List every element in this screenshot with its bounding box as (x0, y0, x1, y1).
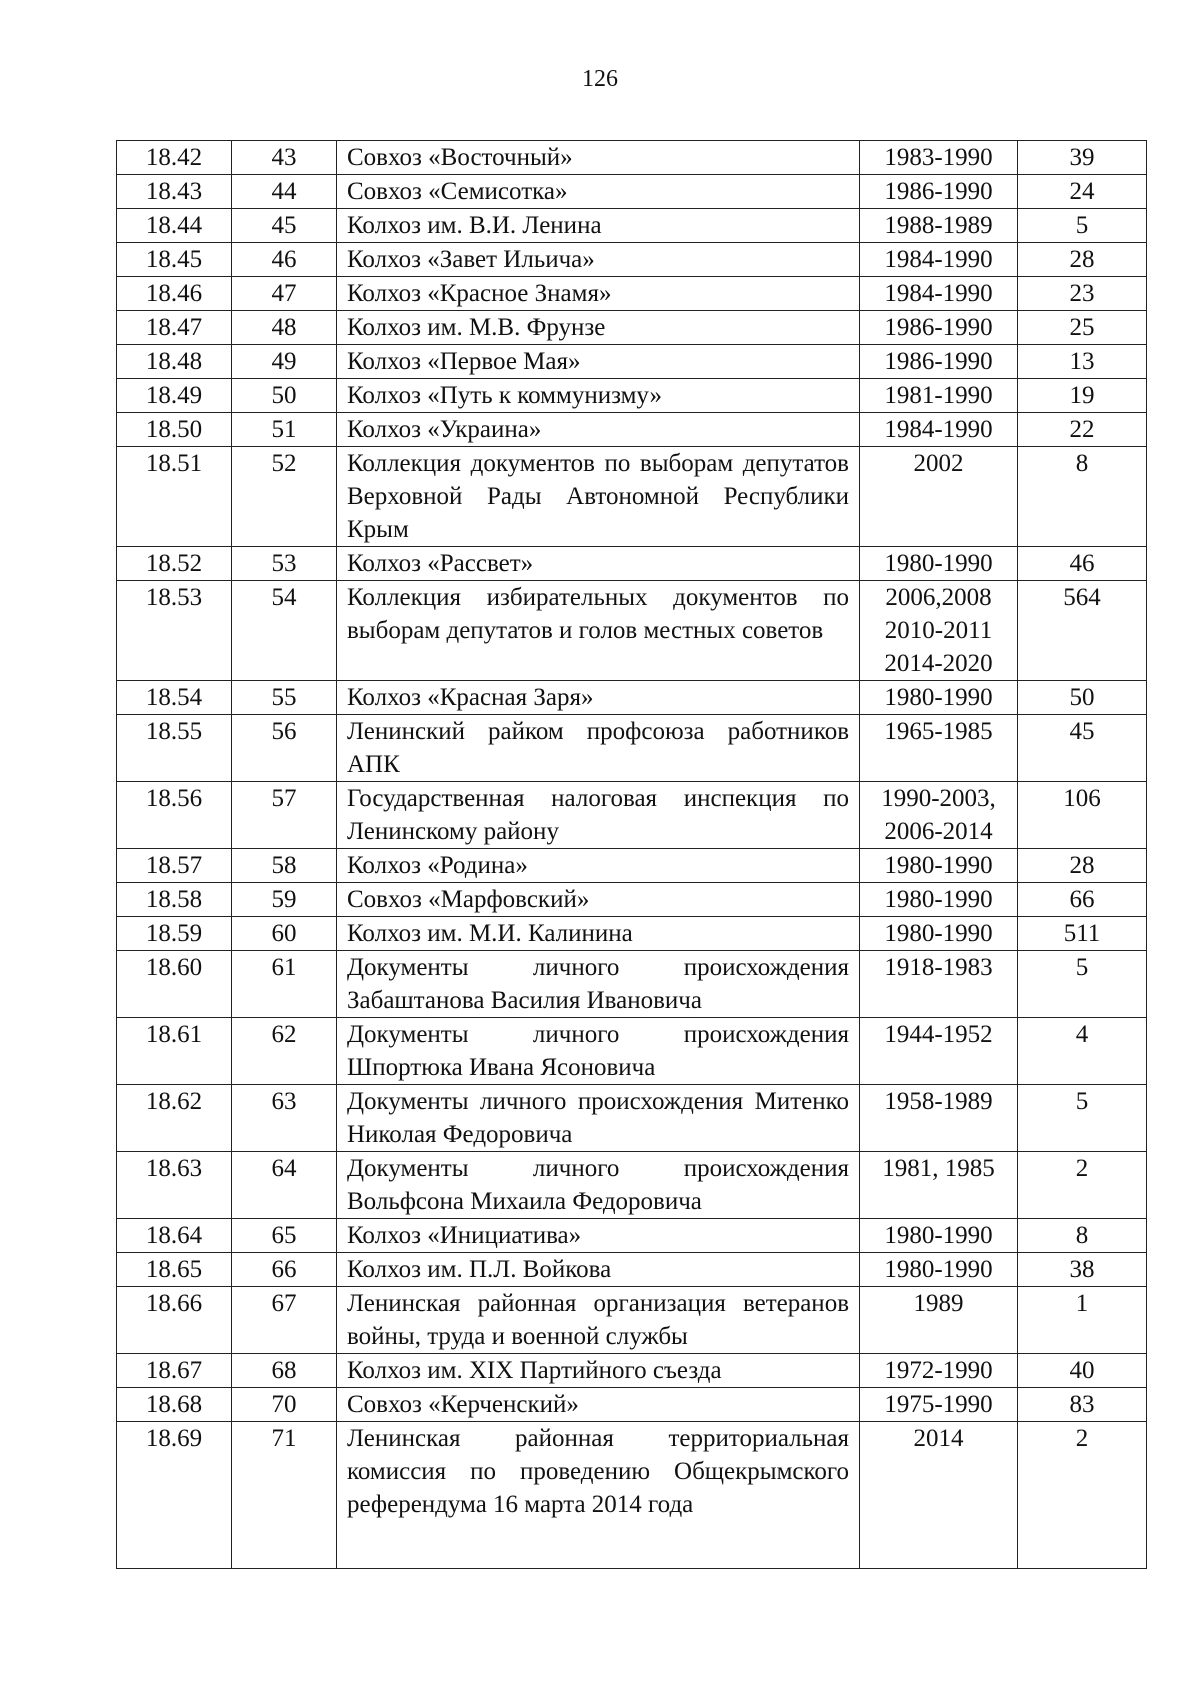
cell-years: 1986-1990 (860, 175, 1018, 209)
cell-code: 18.68 (117, 1388, 232, 1422)
cell-title: Документы личного происхождения Вольфсона Михаила Федоровича (337, 1152, 860, 1219)
table-row (117, 243, 1147, 277)
cell-number: 60 (232, 917, 337, 951)
cell-count: 2 (1018, 1152, 1147, 1219)
cell-count: 25 (1018, 311, 1147, 345)
cell-years: 1975-1990 (860, 1388, 1018, 1422)
table-row (117, 1388, 1147, 1422)
cell-years: 1989 (860, 1287, 1018, 1354)
cell-code: 18.47 (117, 311, 232, 345)
cell-years: 2006,2008 2010-2011 2014-2020 (860, 581, 1018, 681)
cell-number: 49 (232, 345, 337, 379)
cell-title: Ленинский райком профсоюза работников АПК (337, 715, 860, 782)
cell-code: 18.60 (117, 951, 232, 1018)
cell-count: 23 (1018, 277, 1147, 311)
cell-code: 18.51 (117, 447, 232, 547)
cell-title: Коллекция избирательных документов по выборам депутатов и голов местных советов (337, 581, 860, 681)
cell-years: 1980-1990 (860, 883, 1018, 917)
cell-code: 18.42 (117, 141, 232, 175)
table-row (117, 547, 1147, 581)
cell-code: 18.69 (117, 1422, 232, 1569)
cell-years: 1980-1990 (860, 849, 1018, 883)
table-row (117, 209, 1147, 243)
cell-count: 50 (1018, 681, 1147, 715)
table-row (117, 277, 1147, 311)
cell-years: 1958-1989 (860, 1085, 1018, 1152)
cell-number: 58 (232, 849, 337, 883)
cell-count: 39 (1018, 141, 1147, 175)
table-row (117, 581, 1147, 681)
cell-number: 61 (232, 951, 337, 1018)
cell-code: 18.59 (117, 917, 232, 951)
cell-years: 1990-2003, 2006-2014 (860, 782, 1018, 849)
table-row (117, 1219, 1147, 1253)
cell-count: 8 (1018, 1219, 1147, 1253)
cell-title: Колхоз «Родина» (337, 849, 860, 883)
cell-years: 1980-1990 (860, 547, 1018, 581)
cell-number: 50 (232, 379, 337, 413)
cell-count: 13 (1018, 345, 1147, 379)
cell-number: 45 (232, 209, 337, 243)
table-row (117, 379, 1147, 413)
cell-code: 18.50 (117, 413, 232, 447)
cell-number: 59 (232, 883, 337, 917)
cell-count: 511 (1018, 917, 1147, 951)
cell-number: 44 (232, 175, 337, 209)
cell-code: 18.56 (117, 782, 232, 849)
cell-number: 64 (232, 1152, 337, 1219)
table-row (117, 141, 1147, 175)
table-row (117, 681, 1147, 715)
table-row (117, 413, 1147, 447)
cell-count: 40 (1018, 1354, 1147, 1388)
cell-count: 66 (1018, 883, 1147, 917)
cell-title: Колхоз им. М.И. Калинина (337, 917, 860, 951)
cell-years: 1980-1990 (860, 917, 1018, 951)
cell-number: 62 (232, 1018, 337, 1085)
cell-years: 1965-1985 (860, 715, 1018, 782)
cell-code: 18.64 (117, 1219, 232, 1253)
cell-code: 18.57 (117, 849, 232, 883)
cell-title: Документы личного происхождения Забаштанова Василия Ивановича (337, 951, 860, 1018)
cell-count: 28 (1018, 849, 1147, 883)
cell-number: 47 (232, 277, 337, 311)
cell-code: 18.44 (117, 209, 232, 243)
cell-code: 18.65 (117, 1253, 232, 1287)
table-row (117, 1018, 1147, 1085)
table-row (117, 447, 1147, 547)
cell-count: 28 (1018, 243, 1147, 277)
cell-count: 8 (1018, 447, 1147, 547)
cell-count: 1 (1018, 1287, 1147, 1354)
cell-title: Колхоз им. XIX Партийного съезда (337, 1354, 860, 1388)
cell-title: Колхоз «Завет Ильича» (337, 243, 860, 277)
cell-title: Колхоз «Инициатива» (337, 1219, 860, 1253)
cell-count: 83 (1018, 1388, 1147, 1422)
cell-years: 1980-1990 (860, 1219, 1018, 1253)
cell-count: 106 (1018, 782, 1147, 849)
page-number: 126 (582, 66, 618, 92)
cell-code: 18.55 (117, 715, 232, 782)
cell-number: 66 (232, 1253, 337, 1287)
cell-title: Государственная налоговая инспекция по Ленинскому району (337, 782, 860, 849)
cell-code: 18.61 (117, 1018, 232, 1085)
table-row (117, 1152, 1147, 1219)
cell-title: Ленинская районная территориальная комиссия по проведению Общекрымского референдума 16 марта 2014 года (337, 1422, 860, 1569)
cell-count: 38 (1018, 1253, 1147, 1287)
cell-years: 1980-1990 (860, 1253, 1018, 1287)
cell-number: 53 (232, 547, 337, 581)
cell-years: 1980-1990 (860, 681, 1018, 715)
cell-title: Колхоз им. В.И. Ленина (337, 209, 860, 243)
cell-number: 71 (232, 1422, 337, 1569)
cell-code: 18.48 (117, 345, 232, 379)
cell-title: Совхоз «Марфовский» (337, 883, 860, 917)
table-row (117, 1287, 1147, 1354)
table-row (117, 951, 1147, 1018)
cell-count: 24 (1018, 175, 1147, 209)
cell-title: Коллекция документов по выборам депутатов Верховной Рады Автономной Республики Крым (337, 447, 860, 547)
cell-count: 5 (1018, 209, 1147, 243)
cell-code: 18.58 (117, 883, 232, 917)
cell-code: 18.46 (117, 277, 232, 311)
cell-years: 1983-1990 (860, 141, 1018, 175)
cell-count: 2 (1018, 1422, 1147, 1569)
cell-years: 1981, 1985 (860, 1152, 1018, 1219)
cell-title: Колхоз «Красная Заря» (337, 681, 860, 715)
cell-count: 45 (1018, 715, 1147, 782)
cell-number: 46 (232, 243, 337, 277)
cell-years: 1972-1990 (860, 1354, 1018, 1388)
table-row (117, 311, 1147, 345)
register-table (116, 140, 1147, 1569)
table-row (117, 917, 1147, 951)
cell-years: 1988-1989 (860, 209, 1018, 243)
cell-years: 1944-1952 (860, 1018, 1018, 1085)
cell-code: 18.53 (117, 581, 232, 681)
cell-number: 65 (232, 1219, 337, 1253)
cell-number: 63 (232, 1085, 337, 1152)
cell-number: 43 (232, 141, 337, 175)
cell-years: 1981-1990 (860, 379, 1018, 413)
cell-years: 1984-1990 (860, 243, 1018, 277)
table-row (117, 849, 1147, 883)
cell-code: 18.52 (117, 547, 232, 581)
table-row (117, 715, 1147, 782)
cell-code: 18.67 (117, 1354, 232, 1388)
cell-number: 56 (232, 715, 337, 782)
cell-code: 18.49 (117, 379, 232, 413)
cell-years: 2014 (860, 1422, 1018, 1569)
cell-number: 57 (232, 782, 337, 849)
cell-number: 67 (232, 1287, 337, 1354)
table-row (117, 345, 1147, 379)
table-row (117, 1354, 1147, 1388)
cell-number: 68 (232, 1354, 337, 1388)
table-row (117, 782, 1147, 849)
cell-count: 5 (1018, 951, 1147, 1018)
cell-years: 2002 (860, 447, 1018, 547)
cell-title: Документы личного происхождения Митенко Николая Федоровича (337, 1085, 860, 1152)
cell-title: Колхоз «Путь к коммунизму» (337, 379, 860, 413)
cell-code: 18.62 (117, 1085, 232, 1152)
table-row (117, 1422, 1147, 1569)
cell-years: 1918-1983 (860, 951, 1018, 1018)
cell-code: 18.63 (117, 1152, 232, 1219)
cell-years: 1984-1990 (860, 277, 1018, 311)
cell-title: Совхоз «Керченский» (337, 1388, 860, 1422)
cell-title: Колхоз им. П.Л. Войкова (337, 1253, 860, 1287)
cell-title: Колхоз «Красное Знамя» (337, 277, 860, 311)
cell-number: 51 (232, 413, 337, 447)
cell-count: 46 (1018, 547, 1147, 581)
cell-number: 70 (232, 1388, 337, 1422)
cell-title: Колхоз им. М.В. Фрунзе (337, 311, 860, 345)
cell-number: 54 (232, 581, 337, 681)
cell-number: 55 (232, 681, 337, 715)
cell-count: 564 (1018, 581, 1147, 681)
cell-code: 18.66 (117, 1287, 232, 1354)
cell-count: 22 (1018, 413, 1147, 447)
cell-title: Совхоз «Семисотка» (337, 175, 860, 209)
register-table-body (117, 141, 1147, 1569)
cell-title: Совхоз «Восточный» (337, 141, 860, 175)
table-row (117, 175, 1147, 209)
cell-title: Колхоз «Первое Мая» (337, 345, 860, 379)
cell-number: 48 (232, 311, 337, 345)
cell-code: 18.54 (117, 681, 232, 715)
cell-count: 4 (1018, 1018, 1147, 1085)
table-row (117, 1253, 1147, 1287)
cell-code: 18.43 (117, 175, 232, 209)
cell-count: 19 (1018, 379, 1147, 413)
table-row (117, 1085, 1147, 1152)
cell-years: 1984-1990 (860, 413, 1018, 447)
cell-title: Колхоз «Рассвет» (337, 547, 860, 581)
cell-count: 5 (1018, 1085, 1147, 1152)
cell-years: 1986-1990 (860, 345, 1018, 379)
cell-years: 1986-1990 (860, 311, 1018, 345)
cell-code: 18.45 (117, 243, 232, 277)
cell-title: Документы личного происхождения Шпортюка Ивана Ясоновича (337, 1018, 860, 1085)
table-row (117, 883, 1147, 917)
cell-title: Ленинская районная организация ветеранов войны, труда и военной службы (337, 1287, 860, 1354)
cell-number: 52 (232, 447, 337, 547)
cell-title: Колхоз «Украина» (337, 413, 860, 447)
